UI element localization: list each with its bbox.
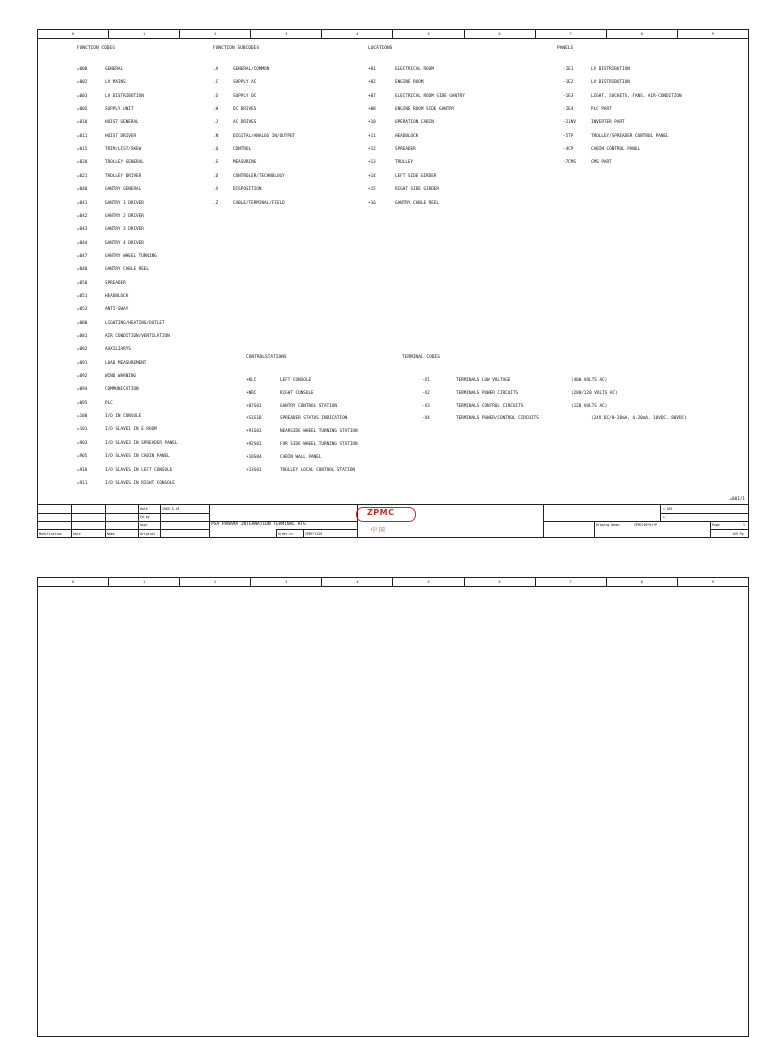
code-value: =052 <box>77 307 88 313</box>
voltage-note: (400 VOLTS AC) <box>571 378 608 383</box>
code-value: -1E3 <box>563 93 574 99</box>
code-description: ANTI-SWAY <box>105 307 129 313</box>
ruler-cell: 5 <box>393 30 464 38</box>
ruler-cell: 4 <box>322 30 393 38</box>
code-description: GANTRY CABLE REEL <box>395 200 439 206</box>
code-value: -1E4 <box>563 107 574 113</box>
code-description: RIGHT CONSOLE <box>280 390 314 396</box>
code-value: +15 <box>368 187 376 193</box>
location-plus: + <box>663 515 665 519</box>
code-description: I/O IN CONSOLE <box>105 414 142 420</box>
code-value: =091 <box>77 360 88 366</box>
code-description: LEFT CONSOLE <box>280 378 312 383</box>
code-value: +10S04 <box>246 454 262 460</box>
name-column-label: Name <box>107 532 115 536</box>
ruler-cell: 7 <box>536 30 607 38</box>
code-value: .A <box>213 67 219 72</box>
code-description: DC DRIVES <box>233 107 257 113</box>
ruler-cell: 5 <box>393 578 464 586</box>
code-value: =905 <box>77 454 88 460</box>
code-description: SPREADER STATUS INDICATION <box>280 416 348 422</box>
code-value: =042 <box>77 213 88 219</box>
code-value: =910 <box>77 467 88 473</box>
locations-header: LOCATIONS <box>368 46 393 51</box>
ruler-cell: 8 <box>607 30 678 38</box>
project-title: PSA PANAMA INTERNATION TERMINAL RTG <box>211 522 306 527</box>
title-block <box>38 504 748 538</box>
code-value: =043 <box>77 227 88 233</box>
code-description: PLC PART <box>591 107 612 113</box>
code-value: =010 <box>77 120 88 126</box>
code-value: +16 <box>368 200 376 206</box>
code-description: AUXILIARYS <box>105 347 131 353</box>
sheet-number: = 001 <box>663 507 673 511</box>
ruler-cell: 9 <box>711 32 714 36</box>
code-description: GENERAL/COMMON <box>233 67 270 72</box>
controlstations-header: CONTROLSTATIONS <box>246 355 287 360</box>
column-ruler <box>38 30 748 39</box>
code-value: +02 <box>368 80 376 86</box>
code-description: GANTRY GENERAL <box>105 187 142 193</box>
code-value: .J <box>213 120 219 126</box>
code-value: =082 <box>77 347 88 353</box>
code-value: =002 <box>77 80 88 86</box>
code-description: I/O SLAVE3 IN SPREADER PANEL <box>105 440 178 446</box>
voltage-note: (120 VOLTS AC) <box>571 403 608 409</box>
code-value: =020 <box>77 160 88 166</box>
ruler-cell: 3 <box>251 578 322 586</box>
code-description: HEADBLOCK <box>105 293 129 299</box>
code-value: .Z <box>213 200 219 206</box>
code-value: +14 <box>368 173 376 179</box>
code-description: LIGHTING/HEATING/OUTLET <box>105 320 165 326</box>
code-value: +13 <box>368 160 376 166</box>
order-label: Order.nr <box>278 532 294 536</box>
code-value: +07 <box>368 93 376 99</box>
code-description: MEASURING <box>233 160 257 166</box>
code-value: =005 <box>77 107 88 113</box>
code-value: =100 <box>77 414 88 420</box>
code-description: LOAD MEASUREMENT <box>105 360 147 366</box>
code-value: =041 <box>77 200 88 206</box>
pages-total: 109 Pg <box>732 532 744 536</box>
code-value: -1E1 <box>563 67 574 72</box>
code-description: ENGINE ROOM <box>395 80 424 86</box>
code-description: COMMUNICATION <box>105 387 139 393</box>
code-description: SUPPLY UNIT <box>105 107 134 113</box>
code-value: +KLC <box>246 378 257 383</box>
ruler-cell: 2 <box>180 578 251 586</box>
code-value: +92S01 <box>246 442 262 447</box>
ruler-cell: 8 <box>607 578 678 586</box>
ruler-cell: 4 <box>322 578 393 586</box>
ruler-cell: 1 <box>109 30 180 38</box>
code-value: =095 <box>77 400 88 406</box>
drawing-sheet-1 <box>37 29 749 538</box>
code-value: .U <box>213 173 219 179</box>
code-description: I/O SLAVES IN LEFT CONSOLE <box>105 467 173 473</box>
code-description: HOIST DRIVER <box>105 133 137 139</box>
code-value: =003 <box>77 93 88 99</box>
code-description: DISPOSITION <box>233 187 262 193</box>
code-description: GANTRY 4 DRIVER <box>105 240 144 246</box>
code-value: .Q <box>213 147 219 153</box>
code-value: -X3 <box>422 403 430 409</box>
code-description: GANTRY 3 DRIVER <box>105 227 144 233</box>
voltage-note: (24V DC/0-20mA, 4-20mA, 10VDC, 80VDC) <box>591 416 687 422</box>
code-description: I/O SLAVE1 IN E-ROOM <box>105 427 157 433</box>
code-description: LV MAINS <box>105 80 126 86</box>
code-description: TROLLEY/SPREADER CONTROL PANEL <box>591 133 669 139</box>
code-description: SUPPLY DC <box>233 93 257 99</box>
code-description: CABIN CONTROL PANEL <box>591 147 641 153</box>
code-description: ENGINE ROOM SIDE GANTRY <box>395 107 455 113</box>
code-description: ELECTRICAL ROOM <box>395 67 434 72</box>
edited-by-label: Ed.by <box>140 515 150 519</box>
code-description: SPREADER <box>395 147 416 153</box>
code-description: FAR SIDE WHEEL TURNING STATION <box>280 442 358 447</box>
code-value: +01 <box>368 67 376 72</box>
ruler-cell: 7 <box>536 578 607 586</box>
code-description: PLC <box>105 400 113 406</box>
code-value: =092 <box>77 374 88 380</box>
approved-label: Appr <box>140 523 148 527</box>
code-value: =000 <box>77 67 88 72</box>
page-label: Page <box>712 523 720 527</box>
code-value: +NRC <box>246 390 257 396</box>
code-value: +11 <box>368 133 376 139</box>
drawing-sheet-2 <box>37 577 749 1037</box>
code-description: HOIST GENERAL <box>105 120 139 126</box>
code-value: +12 <box>368 147 376 153</box>
code-value: =048 <box>77 267 88 273</box>
code-description: RIGHT SIDE GIRDER <box>395 187 439 193</box>
code-description: TROLLEY LOCAL CONTROL STATION <box>280 467 356 473</box>
code-description: TERMINALS LOW VOLTAGE <box>456 378 511 383</box>
code-value: =044 <box>77 240 88 246</box>
code-description: LV DISTRIBUTION <box>105 93 144 99</box>
zpmc-logo-text: ZPMC <box>367 508 395 517</box>
ruler-cell: 9 <box>711 580 714 584</box>
ruler-cell: 6 <box>465 30 536 38</box>
code-description: GANTRY WHEEL TURNING <box>105 253 157 259</box>
code-value: -21NV <box>563 120 576 126</box>
ruler-cell: 2 <box>180 30 251 38</box>
code-value: -X1 <box>422 378 430 383</box>
code-value: =094 <box>77 387 88 393</box>
code-description: INVERTER PART <box>591 120 625 126</box>
code-description: TERMINALS POWER/CONTROL CIRCUITS <box>456 416 539 422</box>
code-value: -1E2 <box>563 80 574 86</box>
modification-label: Modification <box>39 532 63 536</box>
date-value: 2009-8-18 <box>162 507 180 511</box>
code-value: -X2 <box>422 390 430 396</box>
original-label: Original <box>140 532 156 536</box>
terminal-codes-header: TERMINAL CODES <box>402 355 440 360</box>
drawing-name-value: ZPMC109*01*P <box>634 523 658 527</box>
code-value: =021 <box>77 173 88 179</box>
code-description: AC DRIVES <box>233 120 257 126</box>
code-description: TERMINALS CONTROL CIRCUITS <box>456 403 524 409</box>
code-description: TROLLEY <box>395 160 414 166</box>
code-description: DIGITAL/ANALOG IN/OUTPUT <box>233 133 296 139</box>
code-description: I/O SLAVES IN RIGHT CONSOLE <box>105 480 175 486</box>
code-description: LEFT SIDE GIRDER <box>395 173 437 179</box>
code-description: AIR CONDITION/VENTILATION <box>105 334 170 339</box>
code-description: TERMINALS POWER CIRCUITS <box>456 390 519 396</box>
drawing-name-label: Drawing Name: <box>596 523 621 527</box>
order-value: ZPMC*1226 <box>305 532 323 536</box>
code-value: =047 <box>77 253 88 259</box>
ruler-cell: 0 <box>38 578 109 586</box>
code-value: -7CMS <box>563 160 576 166</box>
voltage-note: (200/120 VOLTS AC) <box>571 390 618 396</box>
code-value: .H <box>213 107 219 113</box>
code-description: TRIM/LIST/SKEW <box>105 147 142 153</box>
code-value: +S1S1B <box>246 416 262 422</box>
function-codes-header: FUNCTION CODES <box>77 46 115 51</box>
code-value: +08 <box>368 107 376 113</box>
code-value: .C <box>213 80 219 86</box>
code-value: =015 <box>77 147 88 153</box>
code-description: GANTRY 2 DRIVER <box>105 213 144 219</box>
code-value: +13S01 <box>246 467 262 473</box>
code-description: I/O SLAVES IN CABIN PANEL <box>105 454 170 460</box>
code-value: =903 <box>77 440 88 446</box>
code-description: CONTROLER/TECHNOLOGY <box>233 173 285 179</box>
sheet-reference: =001/1 <box>729 497 745 502</box>
code-description: LV DISTRIBUTION <box>591 80 630 86</box>
page-value: 1 <box>743 523 745 527</box>
code-description: CABLE/TERMINAL/FIELD <box>233 200 285 206</box>
code-description: HEADBLOCK <box>395 133 419 139</box>
function-subcodes-header: FUNCTION SUBCODES <box>213 46 260 51</box>
code-value: =101 <box>77 427 88 433</box>
code-description: SPREADER <box>105 280 126 286</box>
date-label: Date <box>140 507 148 511</box>
code-value: =051 <box>77 293 88 299</box>
code-description: ELECTRICAL ROOM SIDE GANTRY <box>395 93 465 99</box>
code-value: -5TP <box>563 133 574 139</box>
code-value: =040 <box>77 187 88 193</box>
code-value: =080 <box>77 320 88 326</box>
column-ruler <box>38 578 748 587</box>
code-description: NEARSIDE WHEEL TURNING STATION <box>280 429 358 435</box>
ruler-cell: 1 <box>109 578 180 586</box>
code-description: LIGHT, SOCKETS, FANS, AIR-CONDITION <box>591 93 682 99</box>
code-description: CONTROL <box>233 147 252 153</box>
code-value: .G <box>213 93 219 99</box>
code-value: -X4 <box>422 416 430 422</box>
code-description: GENERAL <box>105 67 124 72</box>
code-description: GANTRY 1 DRIVER <box>105 200 144 206</box>
code-value: .N <box>213 133 219 139</box>
ruler-cell: 3 <box>251 30 322 38</box>
code-description: SUPPLY AC <box>233 80 257 86</box>
code-value: +07S01 <box>246 403 262 409</box>
code-value: .X <box>213 187 219 193</box>
code-value: =081 <box>77 334 88 339</box>
code-value: -4CP <box>563 147 574 153</box>
code-description: TROLLEY DRIVER <box>105 173 142 179</box>
ruler-cell: 0 <box>38 30 109 38</box>
code-value: .S <box>213 160 219 166</box>
code-description: CABIN WALL PANEL <box>280 454 322 460</box>
panels-header: PANELS <box>557 46 574 51</box>
code-value: +10 <box>368 120 376 126</box>
ruler-cell: 6 <box>465 578 536 586</box>
code-description: OPERATION CABIN <box>395 120 434 126</box>
code-description: GANTRY CABLE REEL <box>105 267 149 273</box>
code-value: =911 <box>77 480 88 486</box>
code-description: WIND WARNING <box>105 374 137 380</box>
code-description: LV DISTRIBUTION <box>591 67 630 72</box>
code-value: +91S01 <box>246 429 262 435</box>
date-column-label: Date <box>73 532 81 536</box>
code-description: CMS PART <box>591 160 612 166</box>
code-value: =050 <box>77 280 88 286</box>
code-description: TROLLEY GENERAL <box>105 160 144 166</box>
code-value: =011 <box>77 133 88 139</box>
zpmc-logo-chinese: 中 国 <box>371 527 385 534</box>
code-description: GANTRY CONTROL STATION <box>280 403 337 409</box>
